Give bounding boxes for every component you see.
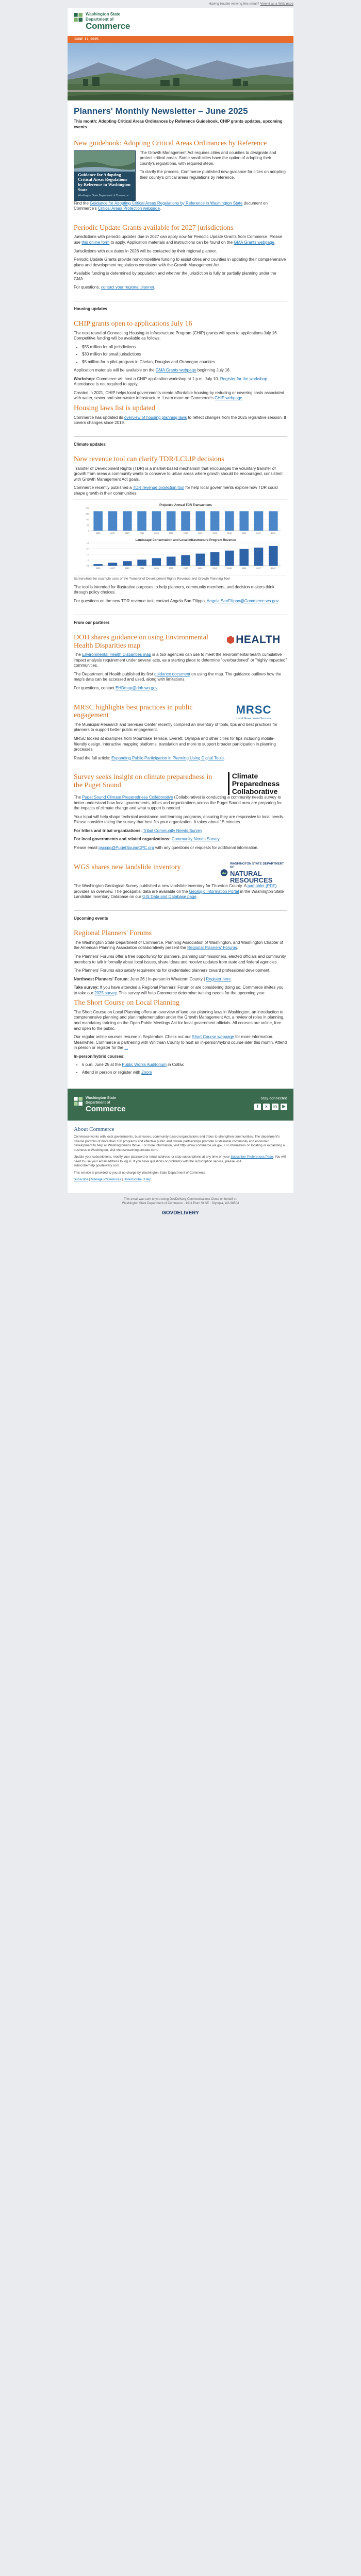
wgs-title: WGS shares new landslide inventory: [74, 863, 181, 871]
cover-photo: [74, 151, 136, 172]
forums-p1: [74, 940, 287, 951]
y-tick-label: 2.3: [86, 553, 89, 556]
text: .: [154, 285, 155, 290]
hero-landscape: [68, 43, 293, 100]
mrsc-title: MRSC highlights best practices in public engagement: [74, 703, 193, 720]
climate-p3: [74, 828, 287, 834]
chart-bar: [181, 512, 190, 531]
text: beginning July 16.: [196, 368, 231, 373]
tdr-p1: Transfer of Development Rights (TDR) is a market-based mechanism that encourages the voluntary transfer of growth from areas a community wants to conserve to urban areas where growth should be encouraged, consistent with Growth Management Act goals.: [74, 466, 283, 482]
events-category: Upcoming events: [74, 916, 108, 921]
y-tick-label: 1.1: [86, 558, 89, 562]
northwest-label: Northwest Planners' Forum:: [74, 976, 129, 981]
footer-brand-line1: Washington State: [86, 1096, 116, 1100]
doh-section: [68, 628, 293, 698]
dnr-logo-line1: WASHINGTON STATE DEPARTMENT OF: [230, 862, 284, 870]
footer-brand: [74, 1096, 126, 1113]
doh-p1: [74, 652, 287, 669]
text: Update your subscriptions, modify your password or email address, or stop subscriptions at any time on your: [74, 1155, 231, 1159]
short-course-link[interactable]: Short Course webpage: [192, 1035, 234, 1040]
x-tick-label: 2025: [95, 567, 101, 570]
critical-areas-link[interactable]: Critical Areas Protection webpage: [97, 206, 160, 211]
chart-title: Projected Annual TDR Transactions: [159, 504, 212, 507]
tdr-p4: [74, 599, 287, 604]
this-month-summary: This month: Adopting Critical Areas Ordinances by Reference Guidebook, CHIP grants updates, upcoming events: [74, 119, 283, 129]
text: on using the map. The guidance outlines how the map's data can be accessed and used, along with limitations.: [74, 671, 282, 682]
gma-grants-link[interactable]: GMA Grants webpage: [234, 240, 274, 245]
chip-p2: [74, 368, 287, 374]
text: Commerce has updated its: [74, 415, 124, 420]
issue-date: JUNE 17, 2025: [68, 36, 293, 43]
about-section: [68, 1121, 293, 1193]
text: . You will need to use your email address to log in. If you have questions or problems with the subscription service, please visit subscriberhelp.govdelivery.com.: [74, 1155, 286, 1168]
govdelivery-logo: [0, 1208, 361, 1224]
course-p2: [74, 1035, 287, 1051]
social-links: [254, 1096, 287, 1110]
tdr-section: [68, 449, 293, 610]
zoom-link[interactable]: Zoom: [141, 1070, 152, 1075]
text: The: [74, 652, 83, 657]
mrsc-logo-text: MRSC: [236, 703, 272, 716]
survey-label: Take survey:: [74, 985, 99, 990]
chart-bar: [225, 551, 234, 566]
legal-line2: Washington State Department of Commerce · 1011 Plum St SE · Olympia, WA 98504: [122, 1202, 239, 1206]
doh-logo: [227, 633, 281, 647]
x-tick-label: 2035: [169, 532, 173, 535]
tdr-p2: [74, 485, 287, 496]
housing-laws-title: Housing laws list is updated: [74, 404, 155, 412]
text: .: [157, 685, 159, 690]
text: to apply. Application materials and instructions can be found on the: [109, 240, 234, 245]
periodic-title: Periodic Update Grants available for 2027 jurisdictions: [74, 224, 234, 232]
x-tick-label: 2039: [198, 567, 203, 570]
text: The Washington State Department of Commerce, Planning Association of Washington, and Washington Chapter of the American Planning Association collaboratively present the: [74, 940, 283, 951]
chart-bar: [137, 560, 146, 566]
mrsc-logo-subtext: Local Government Success: [236, 717, 271, 721]
tribes-label: For tribes and tribal organizations:: [74, 828, 142, 833]
periodic-p4: Available funding is determined by population and whether the jurisdiction is fully or partially planning under the GMA.: [74, 271, 276, 281]
text: .: [278, 598, 280, 603]
forums-link[interactable]: Regional Planners' Forums: [187, 945, 237, 951]
community-survey-link[interactable]: Community Needs Survey: [171, 837, 220, 842]
manage-prefs-link[interactable]: Manage Preferences: [91, 1178, 121, 1182]
logo-line: Climate: [232, 772, 258, 781]
x-tick-label: 2047: [256, 567, 261, 570]
regional-planner-link[interactable]: contact your regional planner: [101, 285, 154, 290]
text: Find the: [74, 200, 90, 206]
wgs-p1: [74, 884, 287, 900]
preheader-text: Having trouble viewing this email?: [208, 2, 259, 6]
text: . This survey will help Commerce determine training needs for the upcoming year.: [117, 990, 266, 995]
doh-title: DOH shares guidance on using Environmental Health Disparities map: [74, 633, 208, 650]
x-tick-label: 2037: [183, 532, 188, 535]
chip-bullets: [82, 345, 287, 365]
wgs-section: [68, 857, 293, 906]
list-item: [82, 1070, 287, 1075]
chart-bar: [93, 512, 103, 531]
chart-bar: [225, 512, 234, 531]
collaborative-link[interactable]: Puget Sound Climate Preparedness Collaborative: [82, 795, 173, 800]
chart-bar: [254, 512, 264, 531]
tdr-p3: The tool is intended for illustrative purposes to help planners, community members, and decision makers think through policy choices.: [74, 584, 275, 595]
mrsc-logo: [236, 703, 272, 721]
doh-logo-text: HEALTH: [236, 633, 281, 646]
intro: [68, 100, 293, 133]
newsletter-title: Planners' Monthly Newsletter – June 2025: [74, 106, 248, 116]
chart-bar: [93, 564, 103, 566]
auditorium-link[interactable]: Public Works Auditorium: [122, 1062, 167, 1067]
chart-bar: [152, 512, 161, 531]
gma-grants-link[interactable]: GMA Grants webpage: [155, 368, 196, 373]
x-tick-label: 2029: [125, 532, 129, 535]
chart-bar: [196, 512, 205, 531]
y-tick-label: 88: [87, 523, 89, 527]
about-p3: This service is provided to you at no charge by Washington State Department of Commerce.: [74, 1171, 207, 1175]
housing-laws-p1: [74, 415, 287, 426]
about-title: About Commerce: [74, 1126, 114, 1133]
dnr-logo-line2: NATURAL RESOURCES: [230, 870, 273, 885]
footer-banner: [68, 1089, 293, 1121]
chip-webpage-link[interactable]: CHIP webpage: [215, 396, 242, 401]
climate-p2: Your input will help shape technical assistance and learning programs, ensuring they are responsive to local needs. Please consider taking the survey that best fits your organization. It takes about 15 minutes.: [74, 814, 284, 825]
cover-title: Guidance for Adopting Critical Areas Regulations by Reference in Washington State: [78, 172, 130, 192]
x-tick-label: 2033: [154, 567, 159, 570]
subscribe-link[interactable]: Subscribe: [74, 1178, 89, 1182]
x-tick-label: 2047: [256, 532, 261, 535]
text: Please email: [74, 845, 99, 851]
text: For questions,: [74, 285, 101, 290]
legal-footer: [68, 1193, 293, 1208]
partners-category: From our partners: [74, 620, 110, 625]
chart-bar: [181, 555, 190, 566]
y-tick-label: 0: [88, 529, 89, 532]
chart-bar: [210, 512, 220, 531]
divider: [74, 910, 287, 911]
text: provides an overview. The geospatial data are available on the: [74, 889, 189, 894]
chart-bar: [167, 557, 176, 566]
text: .: [223, 755, 225, 760]
psccpc-email-link[interactable]: psccpc@PugetSoundCPC.org: [99, 845, 154, 851]
list-item: • $55 million for all jurisdictions: [82, 345, 287, 350]
x-tick-label: 2045: [242, 567, 247, 570]
y-tick-label: 263: [86, 512, 89, 515]
brand-line2: Department of: [86, 16, 114, 22]
mrsc-p1: The Municipal Research and Services Center recently compiled an inventory of tools, tips and best practices for planners to support better public engagement.: [74, 722, 277, 733]
x-tick-label: 2049: [271, 532, 276, 535]
text: Attend in person or register with: [82, 1070, 142, 1075]
mrsc-section: [68, 698, 293, 768]
text: for more information. Meanwhile, Commerce is partnering with Whitman County to host an in-person/hybrid course later this month. Attend in person or register for the: [74, 1035, 287, 1050]
linkedin-icon[interactable]: in: [272, 1104, 278, 1110]
chart-bar: [210, 552, 220, 566]
logo-line: Collaborative: [232, 787, 278, 795]
ehdmap-email-link[interactable]: EHDmap@doh.wa.gov: [115, 685, 157, 690]
x-tick-label: 2043: [227, 532, 232, 535]
stay-connected-label: Stay connected: [260, 1096, 287, 1101]
cover-org: Washington State Department of Commerce: [78, 194, 129, 198]
text: Application materials will be available on the: [74, 368, 156, 373]
text: (Collaborative) is conducting a community needs survey to better understand how local governments, tribes and organizations across the Puget Sound area are preparing for the impacts of climate change and what support is needed.: [74, 795, 282, 811]
course-register-link[interactable]: ...: [124, 1045, 128, 1050]
hero-image: [68, 43, 293, 100]
text: in Colfax: [166, 1062, 184, 1067]
text: June 26 | In-person in Whatcom County |: [128, 976, 206, 981]
text: Read the full article:: [74, 755, 111, 760]
chip-title: CHIP grants open to applications July 16: [74, 320, 192, 328]
chart-bar: [239, 549, 249, 566]
doh-p2: [74, 672, 287, 683]
tdr-chart-svg: [76, 502, 285, 574]
x-tick-label: 2031: [139, 532, 144, 535]
logo-line: Preparedness: [232, 779, 280, 788]
gis-data-link[interactable]: GIS Data and Database page: [142, 894, 196, 900]
chip-p4: [74, 391, 287, 401]
youtube-icon[interactable]: ▶: [281, 1104, 287, 1110]
x-tick-label: 2027: [110, 567, 115, 570]
chart-bar: [123, 562, 132, 566]
chart-bar: [152, 558, 161, 566]
chart-bar: [239, 512, 249, 531]
periodic-p3: Periodic Update Grants provide noncompetitive funding to assist cities and counties in updating their comprehensive plans and development regulations consistent with the Growth Management Act.: [74, 257, 286, 267]
chart-bar: [269, 546, 278, 566]
chart-bar: [123, 512, 132, 531]
text: document on Commerce's: [74, 200, 268, 211]
footer-brand-line3: Commerce: [86, 1105, 126, 1114]
climate-category: Climate updates: [74, 442, 106, 447]
text: . Attendance is not required to apply.: [74, 376, 269, 387]
local-gov-label: For local governments and related organizations:: [74, 837, 171, 842]
y-tick-label: 0.0: [86, 564, 89, 567]
unsubscribe-link[interactable]: Unsubscribe: [123, 1178, 142, 1182]
workshop-label: Workshop:: [74, 376, 95, 381]
y-tick-label: 350: [86, 506, 89, 510]
text: Commerce recently published a: [74, 485, 133, 490]
climate-collaborative-logo: [228, 772, 280, 795]
chart-bar: [254, 548, 264, 566]
text: .: [237, 945, 238, 951]
text: If you have attended a Regional Planners' Forum or are considering doing so, Commerce invites you to take our: [74, 985, 284, 995]
tribal-survey-link[interactable]: Tribal Community Needs Survey: [143, 828, 202, 833]
chart-bar: [108, 512, 118, 531]
guidebook-section: [68, 133, 293, 218]
periodic-p2: Jurisdictions with due dates in 2026 will be contacted by their regional planner.: [74, 248, 217, 253]
guidebook-p3: [74, 201, 287, 212]
periodic-section: [68, 218, 293, 297]
climate-survey-title: Survey seeks insight on climate preparedness in the Puget Sound: [74, 773, 212, 789]
dnr-seal-icon: [220, 868, 228, 878]
inperson-label: In-person/hybrid courses:: [74, 1054, 125, 1059]
footer-brand-line2: Department of: [86, 1101, 110, 1105]
climate-survey-section: [68, 767, 293, 857]
govdelivery-logo-text: GOVDELIVERY: [162, 1210, 199, 1216]
mrsc-article-link[interactable]: Expanding Public Participation in Planning Using Digital Tools: [111, 755, 224, 760]
tdr-title: New revenue tool can clarify TDR/LCLIP decisions: [74, 455, 224, 464]
housing-laws-link[interactable]: overview of housing planning laws: [124, 415, 187, 420]
divider: [74, 436, 287, 437]
x-tick-label: 2041: [212, 567, 217, 570]
chart-caption: Screenshots for example uses of the Transfer of Development Rights Revenue and Growth Planning Tool: [74, 577, 230, 581]
text: .: [242, 396, 244, 401]
tdr-charts: [74, 499, 287, 575]
chart-bar: [108, 563, 118, 566]
short-course-title: The Short Course on Local Planning: [74, 999, 179, 1007]
text: The: [74, 795, 83, 800]
y-tick-label: 175: [86, 518, 89, 521]
text: in the Washington State Landslide Inventory Database on our: [74, 889, 284, 900]
chart-bar: [137, 512, 146, 531]
x-tick-label: 2045: [242, 532, 247, 535]
text: For questions, contact: [74, 685, 116, 690]
climate-p1: [74, 795, 287, 811]
newsletter-body: [68, 8, 293, 1193]
text: The Department of Health published its first: [74, 671, 155, 676]
text: .: [274, 240, 276, 245]
x-tick-label: 2031: [139, 567, 144, 570]
legal-line1: This email was sent to you using GovDelivery Communications Cloud on behalf of:: [124, 1197, 237, 1201]
page: [0, 0, 361, 1224]
course-bullets: [82, 1062, 287, 1075]
x-tick-label: 2025: [95, 532, 101, 535]
text: 6 p.m. June 25 at the: [82, 1062, 122, 1067]
guidance-document-link[interactable]: guidance document: [154, 671, 190, 676]
pamphlet-link[interactable]: pamphlet (PDF): [247, 884, 277, 889]
climate-p5: [74, 845, 287, 851]
brand-line1: Washington State: [86, 12, 121, 17]
y-tick-label: 4.5: [86, 541, 89, 545]
guidebook-p1: The Growth Management Act requires cities and counties to designate and protect critical areas. Some small cities have the option of adopting their county's regulations, with required steps.: [140, 150, 276, 166]
guidebook-p2: To clarify the process, Commerce published new guidance for cities on adopting their county's critical areas regulations by reference.: [140, 170, 286, 180]
footer-logo-icon: [74, 1097, 83, 1106]
about-p2: [74, 1155, 287, 1168]
chart-title: Landscape Conservation and Local Infrastructure Program Revenue: [135, 539, 236, 543]
chip-p3: [74, 377, 287, 387]
text: Created in 2021, CHIP helps local governments create affordable housing by reducing or covering costs associated with water, sewer and stormwater infrastructure. Learn more on Commerce's: [74, 390, 284, 401]
text: with any questions or requests for additional information.: [154, 845, 259, 851]
x-tick-label: 2043: [227, 567, 232, 570]
guidebook-cover: [74, 150, 136, 201]
forums-title: Regional Planners' Forums: [74, 929, 152, 938]
chart-bar: [167, 512, 176, 531]
help-link[interactable]: Help: [144, 1178, 151, 1182]
mrsc-p2: MRSC looked at examples from Mountlake Terrace, Everett, Olympia and other cities for tips including mobile-friendly design, interactive mapping platforms, translation and more to support broader participation in planning processes.: [74, 736, 276, 752]
about-p1: Commerce works with local governments, businesses, community-based organizations and tribes to strengthen communities. The department's diverse portfolio of more than 100 programs and effective public and private partnerships promote sustainable community and economic development to help all Washingtonians thrive. For more information, visit http://www.commerce.wa.gov. For information on locating or expanding a business in Washington, visit choosewashingtonstate.com.: [74, 1135, 285, 1152]
forums-p2: The Planners' Forums offer a free opportunity for planners, planning commissioners, elected officials and community members to talk informally about local issues, share ideas and receive updates from state and federal agencies.: [74, 954, 286, 964]
x-tick-label: 2041: [212, 532, 217, 535]
forums-p5: [74, 985, 287, 996]
register-workshop-link[interactable]: Register for the workshop: [220, 376, 267, 381]
x-tick-label: 2037: [183, 567, 188, 570]
text: For questions on the new TDR revenue tool, contact Angela San Filippo,: [74, 598, 207, 603]
dnr-logo: [220, 862, 287, 884]
survey-2025-link[interactable]: 2025 survey: [94, 990, 117, 995]
online-form-link[interactable]: this online form: [81, 240, 110, 245]
chart-bar: [196, 554, 205, 566]
brand-line3: Commerce: [86, 21, 130, 31]
text: .: [196, 894, 198, 900]
climate-p4: [74, 837, 287, 842]
text: to reflect changes from the 2025 legislative session. It covers changes since 2019.: [74, 415, 286, 426]
text: for help local governments explore how TDR could shape growth in their communities:: [74, 485, 278, 496]
housing-category: Housing updates: [74, 306, 107, 311]
periodic-p1: [74, 234, 287, 245]
forums-p3: The Planners' Forums also satisfy requirements for credentialed planners toward professional development.: [74, 968, 271, 973]
chart-bar: [269, 512, 278, 531]
register-here-link[interactable]: Register here: [206, 976, 231, 981]
subscriber-prefs-link[interactable]: Subscriber Preferences Page: [231, 1155, 273, 1159]
text: Our regular online courses resume in September. Check out our: [74, 1035, 192, 1040]
view-web-link[interactable]: View it as a Web page: [260, 2, 293, 6]
doh-logo-icon: [227, 636, 234, 644]
doh-p3: [74, 686, 287, 691]
x-tick-label: 2033: [154, 532, 159, 535]
guidebook-title: New guidebook: Adopting Critical Areas Ordinances by Reference: [74, 139, 267, 147]
guidance-link[interactable]: Guidance for Adopting Critical Areas Regulations by Reference in Washington State: [90, 200, 243, 206]
course-p1: The Short Course on Local Planning offers an overview of land use planning laws in Washington, an introduction to comprehensive planning and plan implementation under the Growth Management Act, a review of roles in planning, and mandatory training on the Open Public Meetings Act for local government officials. All courses are online, free and open to the public.: [74, 1009, 285, 1031]
x-tick-label: 2035: [169, 567, 173, 570]
chip-p1: The next round of Connecting Housing to Infrastructure Program (CHIP) grants will open to applications July 16. Competitive funding will be available as follows:: [74, 330, 278, 341]
x-tick-label: 2029: [125, 567, 129, 570]
text: Commerce will host a CHIP application workshop at 1 p.m. July 10.: [95, 376, 220, 381]
forums-p4: [74, 977, 287, 982]
geologic-portal-link[interactable]: Geologic Information Portal: [189, 889, 239, 894]
forums-section: [68, 923, 293, 1081]
text: Jurisdictions with periodic updates due in 2027 can apply now for Periodic Update Grants from Commerce. Please use: [74, 234, 283, 245]
list-item: [82, 1062, 287, 1067]
mrsc-p3: [74, 756, 287, 761]
list-item: • $30 million for small jurisdictions: [82, 352, 287, 357]
text: The Washington Geological Survey published a new landslide inventory for Thurston County. A: [74, 884, 248, 889]
preheader: [68, 0, 293, 8]
angela-email-link[interactable]: Angela.SanFilippo@Commerce.wa.gov: [206, 598, 278, 603]
periodic-p5: [74, 285, 287, 291]
text: .: [159, 206, 161, 211]
commerce-logo-icon: [74, 13, 83, 22]
tdr-tool-link[interactable]: TDR revenue projection tool: [133, 485, 185, 490]
chip-section: [68, 314, 293, 432]
facebook-icon[interactable]: f: [254, 1104, 261, 1110]
ehd-map-link[interactable]: Environmental Health Disparities map: [82, 652, 151, 657]
about-links: Subscribe | Manage Preferences | Unsubscribe | Help: [74, 1178, 151, 1182]
x-tick-label: 2049: [271, 567, 276, 570]
x-icon[interactable]: x: [263, 1104, 270, 1110]
text: is a tool agencies can use to meet the environmental health cumulative impact analysis requirement under several acts, as a starting place to determine "overburdened" or "highly impacted" communities.: [74, 652, 287, 668]
list-item: • $5 million for a pilot program in Chelan, Douglas and Okanogan counties: [82, 360, 287, 365]
x-tick-label: 2027: [110, 532, 115, 535]
y-tick-label: 3.4: [86, 547, 89, 550]
brand-header: [68, 8, 293, 36]
course-p3: [74, 1054, 287, 1060]
x-tick-label: 2039: [198, 532, 203, 535]
